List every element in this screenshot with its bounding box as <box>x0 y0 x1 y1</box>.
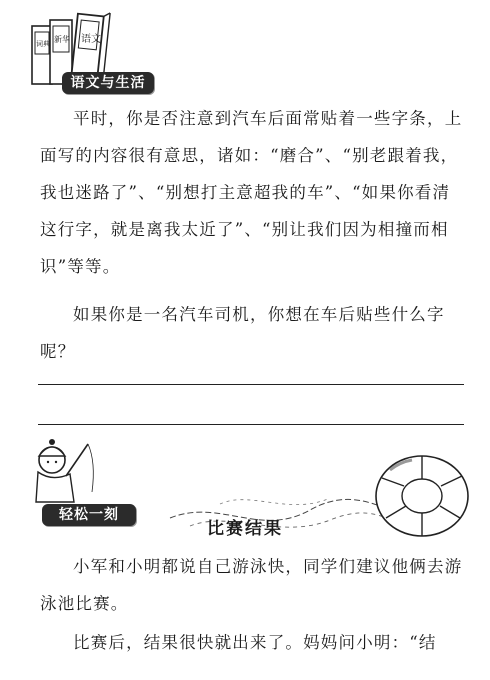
language-life-badge <box>26 8 146 100</box>
book-title-2: 新华 <box>54 35 70 44</box>
story-title: 比赛结果 <box>207 519 283 539</box>
fishing-figure-icon <box>30 432 160 512</box>
section-label: 轻松一刻 <box>42 504 136 526</box>
story-paragraph-1: 小军和小明都说自己游泳快，同学们建议他俩去游泳池比赛。 <box>40 557 463 613</box>
story-paragraph-2: 比赛后，结果很快就出来了。妈妈问小明：“结 <box>73 633 437 652</box>
answer-line-2 <box>38 424 464 425</box>
intro-paragraph: 平时，你是否注意到汽车后面常贴着一些字条，上面写的内容很有意思，诸如：“磨合”、“别老跟着我，我也迷路了”、“别想打主意超我的车”、“如果你看清这行字，就是离我太近了”、“别让我们因为相撞而相识”等等。 <box>40 109 463 276</box>
book-title-3: 词典 <box>36 40 50 48</box>
question-paragraph: 如果你是一名汽车司机，你想在车后贴些什么字呢？ <box>40 305 445 361</box>
answer-line-1 <box>38 384 464 385</box>
section-label: 语文与生活 <box>62 72 154 94</box>
book-title-1: 语文 <box>81 34 101 45</box>
